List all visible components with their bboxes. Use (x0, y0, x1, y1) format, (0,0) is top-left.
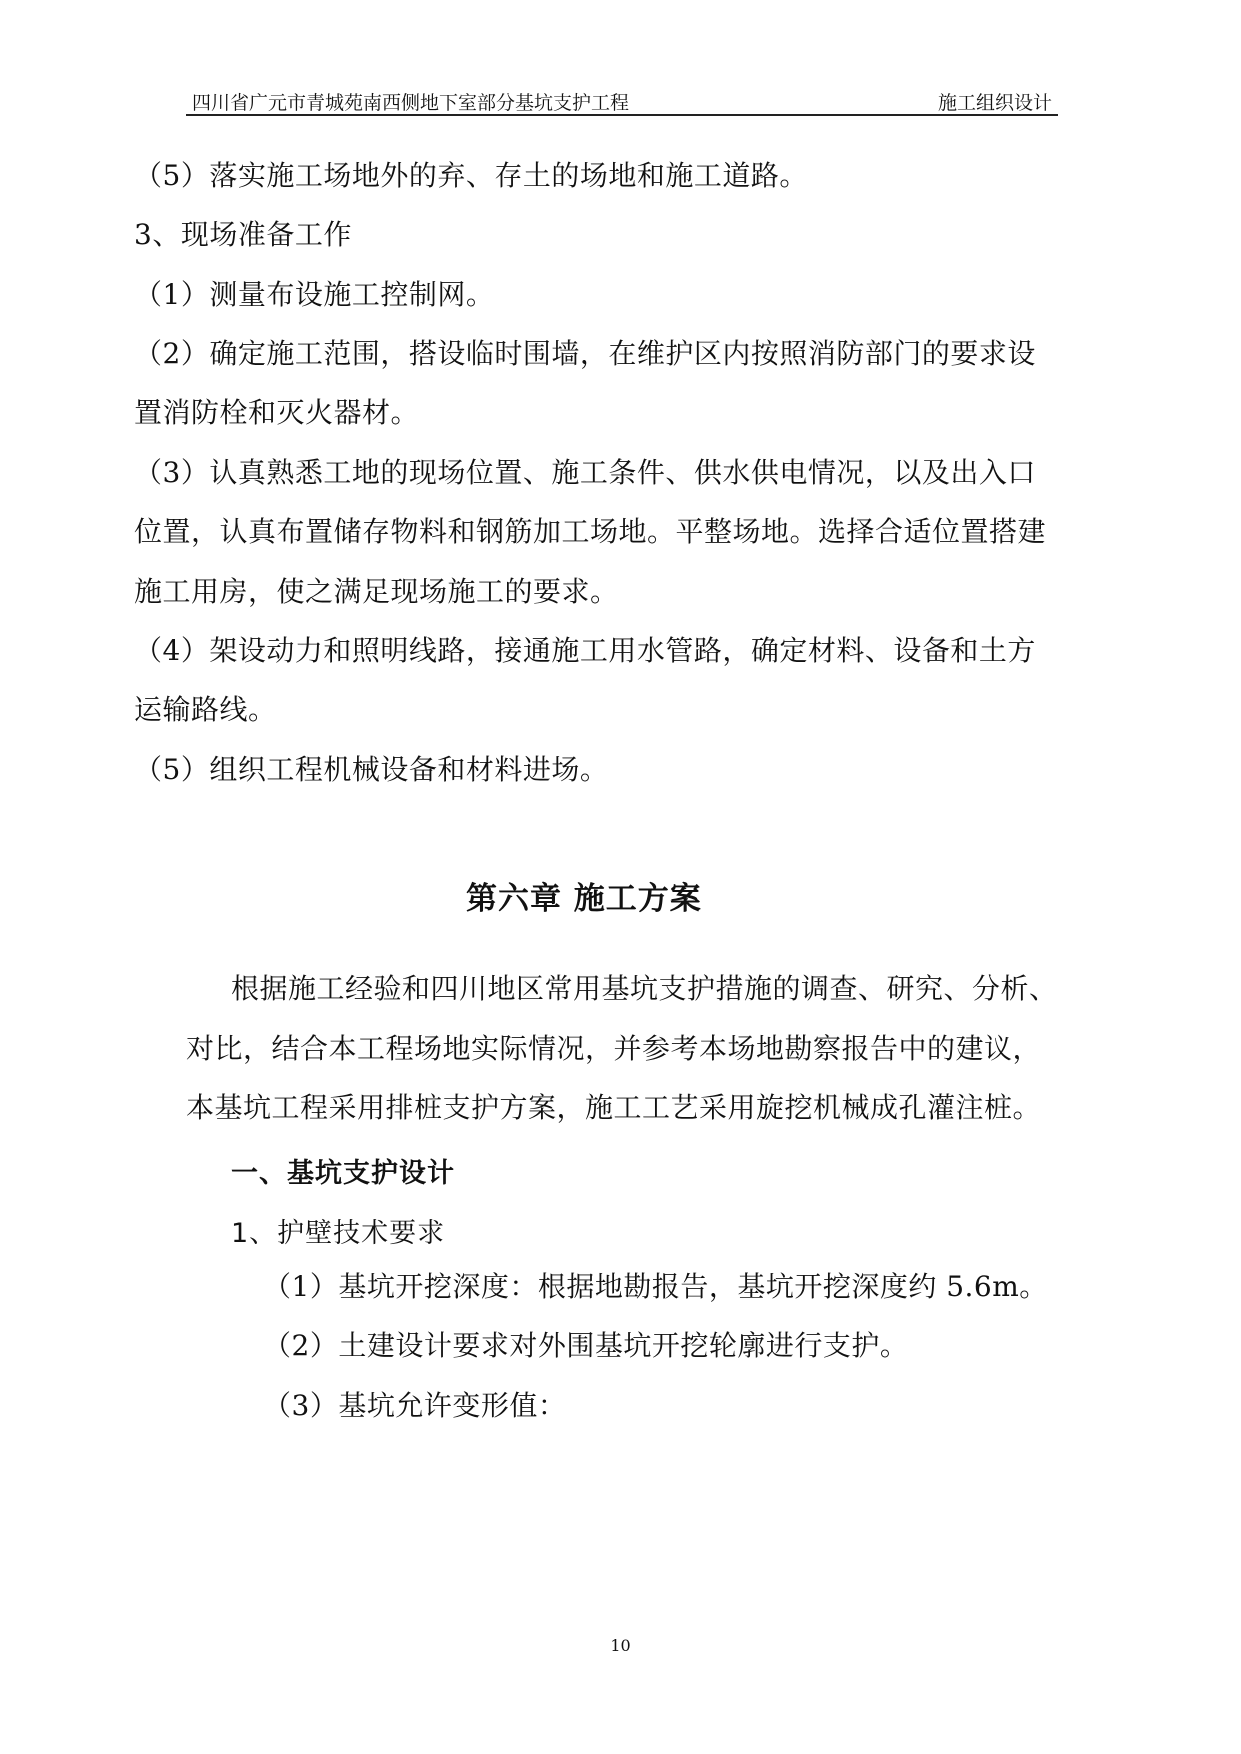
paragraph-item-4-line-1: （4）架设动力和照明线路，接通施工用水管路，确定材料、设备和土方 (134, 634, 1036, 667)
paragraph-item-2-line-1: （2）确定施工范围，搭设临时围墙，在维护区内按照消防部门的要求设 (134, 337, 1036, 370)
page-header (186, 84, 1058, 116)
chapter-title: 第六章 施工方案 (466, 881, 702, 917)
requirement-1-excavation-depth: （1）基坑开挖深度：根据地勘报告，基坑开挖深度约 5.6m。 (263, 1270, 1048, 1303)
header-doc-type: 施工组织设计 (937, 92, 1052, 114)
paragraph-item-1: （1）测量布设施工控制网。 (134, 278, 495, 311)
paragraph-item-4-line-2: 运输路线。 (134, 693, 277, 726)
section-heading-support-design: 一、基坑支护设计 (231, 1158, 455, 1189)
header-project-title: 四川省广元市青城苑南西侧地下室部分基坑支护工程 (192, 92, 630, 114)
page-number: 10 (610, 1636, 631, 1655)
paragraph-item-2-line-2: 置消防栓和灭火器材。 (134, 396, 420, 429)
chapter-intro-line-3: 本基坑工程采用排桩支护方案，施工工艺采用旋挖机械成孔灌注桩。 (186, 1091, 1042, 1124)
requirement-2-support-outline: （2）土建设计要求对外围基坑开挖轮廓进行支护。 (263, 1329, 909, 1362)
subsection-heading-wall-requirements: 1、护壁技术要求 (231, 1218, 446, 1249)
paragraph-item-5-site: （5）落实施工场地外的弃、存土的场地和施工道路。 (134, 159, 808, 192)
paragraph-item-3-line-2: 位置，认真布置储存物料和钢筋加工场地。平整场地。选择合适位置搭建 (134, 515, 1047, 548)
requirement-3-allowable-deformation: （3）基坑允许变形值： (263, 1389, 567, 1422)
paragraph-item-3-line-3: 施工用房，使之满足现场施工的要求。 (134, 575, 619, 608)
section-heading-site-prep: 3、现场准备工作 (134, 218, 352, 251)
paragraph-item-3-line-1: （3）认真熟悉工地的现场位置、施工条件、供水供电情况，以及出入口 (134, 456, 1036, 489)
paragraph-item-5-equipment: （5）组织工程机械设备和材料进场。 (134, 753, 609, 786)
chapter-intro-line-1: 根据施工经验和四川地区常用基坑支护措施的调查、研究、分析、 (231, 972, 1058, 1005)
chapter-intro-line-2: 对比，结合本工程场地实际情况，并参考本场地勘察报告中的建议， (186, 1032, 1042, 1065)
